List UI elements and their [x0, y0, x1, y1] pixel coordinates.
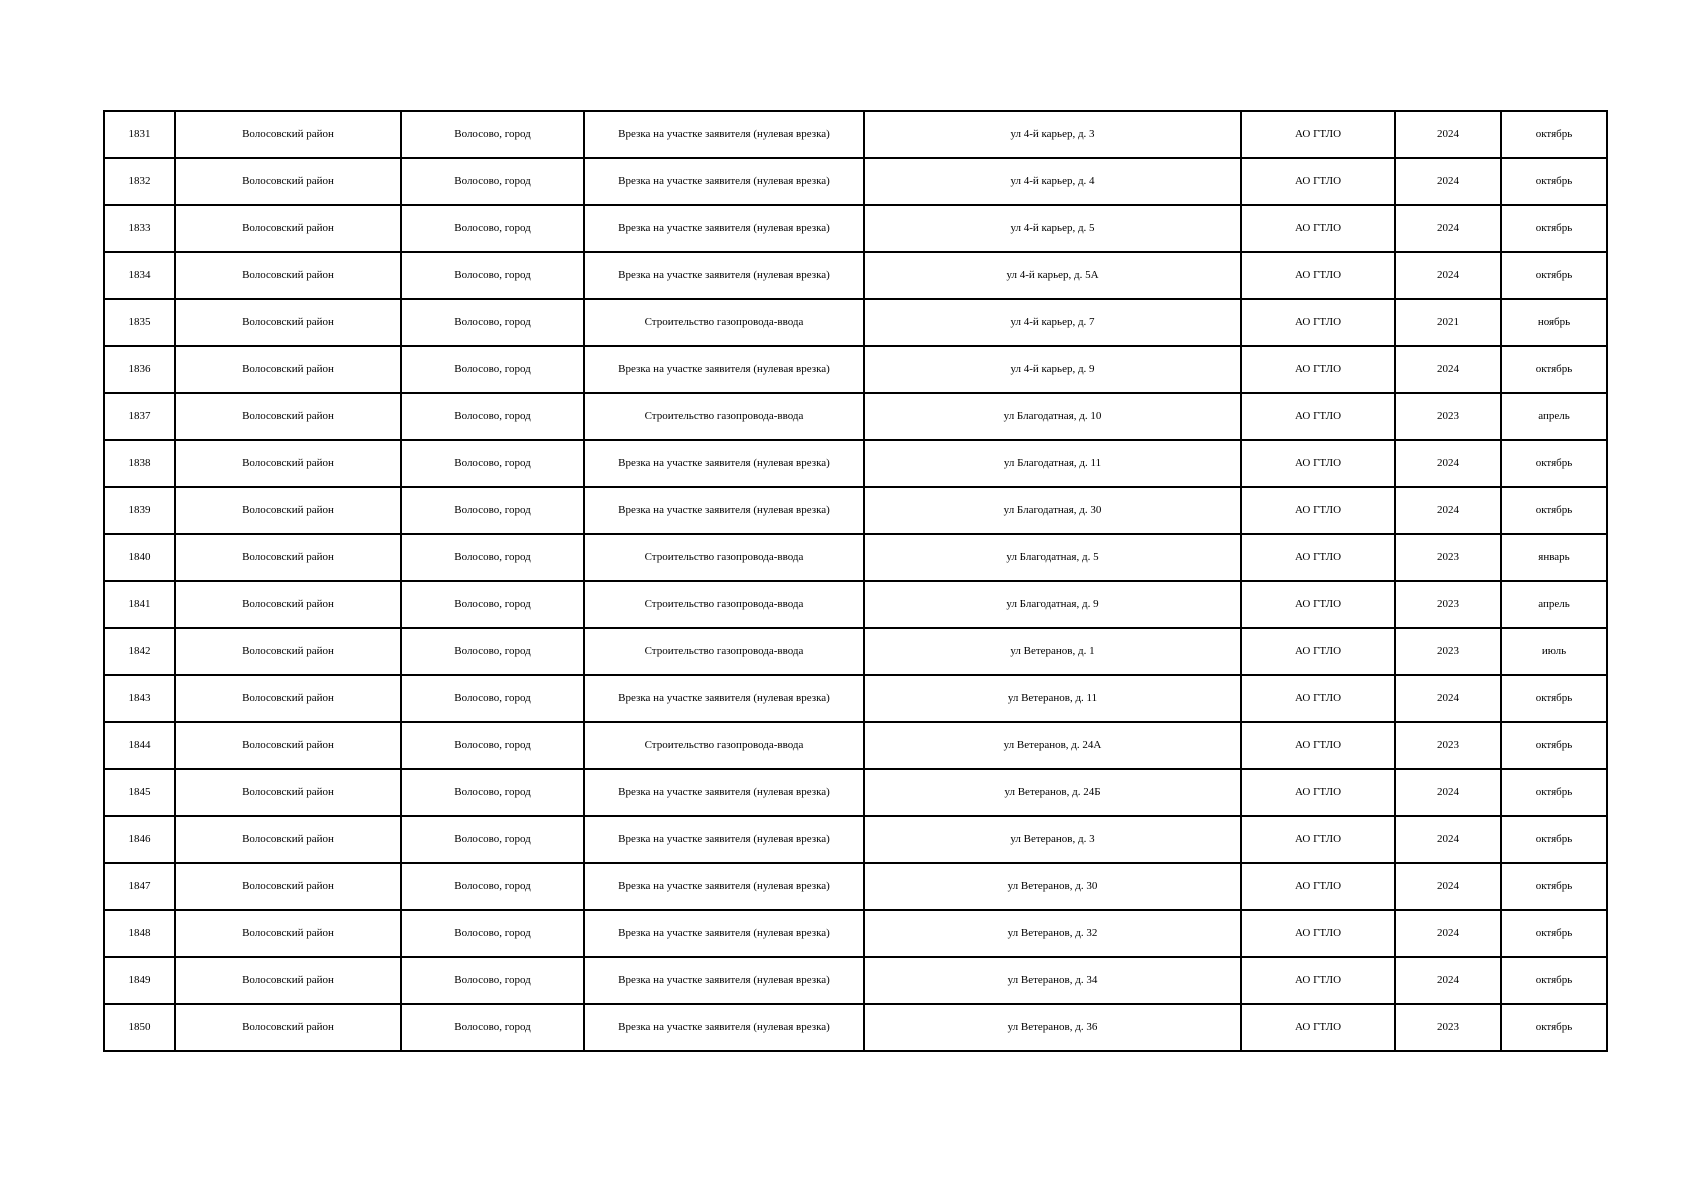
row-number-cell: 1833 — [104, 205, 175, 252]
organization-cell: АО ГТЛО — [1241, 1004, 1395, 1051]
address-cell: ул Ветеранов, д. 3 — [864, 816, 1241, 863]
year-cell: 2024 — [1395, 346, 1501, 393]
month-cell: ноябрь — [1501, 299, 1607, 346]
district-cell: Волосовский район — [175, 910, 401, 957]
district-cell: Волосовский район — [175, 534, 401, 581]
organization-cell: АО ГТЛО — [1241, 957, 1395, 1004]
address-cell: ул Благодатная, д. 30 — [864, 487, 1241, 534]
address-cell: ул 4-й карьер, д. 5А — [864, 252, 1241, 299]
locality-cell: Волосово, город — [401, 581, 584, 628]
work-type-cell: Строительство газопровода-ввода — [584, 722, 864, 769]
address-cell: ул Благодатная, д. 9 — [864, 581, 1241, 628]
row-number-cell: 1847 — [104, 863, 175, 910]
month-cell: октябрь — [1501, 158, 1607, 205]
organization-cell: АО ГТЛО — [1241, 205, 1395, 252]
month-cell: июль — [1501, 628, 1607, 675]
row-number-cell: 1839 — [104, 487, 175, 534]
year-cell: 2023 — [1395, 628, 1501, 675]
district-cell: Волосовский район — [175, 111, 401, 158]
work-type-cell: Врезка на участке заявителя (нулевая врезка) — [584, 252, 864, 299]
table-row — [104, 440, 1607, 487]
table-row — [104, 910, 1607, 957]
table-row — [104, 393, 1607, 440]
row-number-cell: 1845 — [104, 769, 175, 816]
table-row — [104, 111, 1607, 158]
organization-cell: АО ГТЛО — [1241, 393, 1395, 440]
row-number-cell: 1832 — [104, 158, 175, 205]
organization-cell: АО ГТЛО — [1241, 440, 1395, 487]
month-cell: октябрь — [1501, 1004, 1607, 1051]
locality-cell: Волосово, город — [401, 863, 584, 910]
organization-cell: АО ГТЛО — [1241, 581, 1395, 628]
address-cell: ул 4-й карьер, д. 5 — [864, 205, 1241, 252]
row-number-cell: 1841 — [104, 581, 175, 628]
organization-cell: АО ГТЛО — [1241, 346, 1395, 393]
year-cell: 2023 — [1395, 534, 1501, 581]
month-cell: октябрь — [1501, 440, 1607, 487]
organization-cell: АО ГТЛО — [1241, 487, 1395, 534]
district-cell: Волосовский район — [175, 346, 401, 393]
locality-cell: Волосово, город — [401, 346, 584, 393]
month-cell: октябрь — [1501, 346, 1607, 393]
work-type-cell: Врезка на участке заявителя (нулевая врезка) — [584, 957, 864, 1004]
work-type-cell: Врезка на участке заявителя (нулевая врезка) — [584, 863, 864, 910]
year-cell: 2024 — [1395, 487, 1501, 534]
address-cell: ул Ветеранов, д. 34 — [864, 957, 1241, 1004]
row-number-cell: 1850 — [104, 1004, 175, 1051]
month-cell: октябрь — [1501, 816, 1607, 863]
locality-cell: Волосово, город — [401, 393, 584, 440]
month-cell: октябрь — [1501, 252, 1607, 299]
locality-cell: Волосово, город — [401, 816, 584, 863]
month-cell: октябрь — [1501, 111, 1607, 158]
locality-cell: Волосово, город — [401, 957, 584, 1004]
row-number-cell: 1848 — [104, 910, 175, 957]
gasification-table — [103, 110, 1608, 1052]
work-type-cell: Врезка на участке заявителя (нулевая врезка) — [584, 158, 864, 205]
organization-cell: АО ГТЛО — [1241, 299, 1395, 346]
month-cell: апрель — [1501, 581, 1607, 628]
district-cell: Волосовский район — [175, 581, 401, 628]
table-row — [104, 346, 1607, 393]
month-cell: январь — [1501, 534, 1607, 581]
work-type-cell: Врезка на участке заявителя (нулевая врезка) — [584, 487, 864, 534]
year-cell: 2024 — [1395, 910, 1501, 957]
month-cell: октябрь — [1501, 487, 1607, 534]
row-number-cell: 1844 — [104, 722, 175, 769]
address-cell: ул 4-й карьер, д. 3 — [864, 111, 1241, 158]
table-row — [104, 863, 1607, 910]
year-cell: 2024 — [1395, 440, 1501, 487]
locality-cell: Волосово, город — [401, 722, 584, 769]
address-cell: ул Ветеранов, д. 30 — [864, 863, 1241, 910]
table-row — [104, 957, 1607, 1004]
table-row — [104, 675, 1607, 722]
year-cell: 2021 — [1395, 299, 1501, 346]
table-row — [104, 252, 1607, 299]
locality-cell: Волосово, город — [401, 769, 584, 816]
address-cell: ул Ветеранов, д. 11 — [864, 675, 1241, 722]
district-cell: Волосовский район — [175, 675, 401, 722]
year-cell: 2024 — [1395, 111, 1501, 158]
work-type-cell: Строительство газопровода-ввода — [584, 393, 864, 440]
table-row — [104, 628, 1607, 675]
district-cell: Волосовский район — [175, 816, 401, 863]
district-cell: Волосовский район — [175, 393, 401, 440]
table-row — [104, 158, 1607, 205]
work-type-cell: Врезка на участке заявителя (нулевая врезка) — [584, 769, 864, 816]
table-row — [104, 534, 1607, 581]
work-type-cell: Строительство газопровода-ввода — [584, 581, 864, 628]
work-type-cell: Строительство газопровода-ввода — [584, 628, 864, 675]
table-row — [104, 816, 1607, 863]
locality-cell: Волосово, город — [401, 440, 584, 487]
year-cell: 2024 — [1395, 863, 1501, 910]
locality-cell: Волосово, город — [401, 1004, 584, 1051]
district-cell: Волосовский район — [175, 722, 401, 769]
table-body — [104, 111, 1607, 1051]
row-number-cell: 1837 — [104, 393, 175, 440]
district-cell: Волосовский район — [175, 769, 401, 816]
row-number-cell: 1843 — [104, 675, 175, 722]
year-cell: 2023 — [1395, 722, 1501, 769]
district-cell: Волосовский район — [175, 487, 401, 534]
table-row — [104, 581, 1607, 628]
locality-cell: Волосово, город — [401, 487, 584, 534]
organization-cell: АО ГТЛО — [1241, 769, 1395, 816]
organization-cell: АО ГТЛО — [1241, 628, 1395, 675]
work-type-cell: Врезка на участке заявителя (нулевая врезка) — [584, 910, 864, 957]
locality-cell: Волосово, город — [401, 158, 584, 205]
work-type-cell: Строительство газопровода-ввода — [584, 299, 864, 346]
locality-cell: Волосово, город — [401, 252, 584, 299]
address-cell: ул Благодатная, д. 11 — [864, 440, 1241, 487]
organization-cell: АО ГТЛО — [1241, 252, 1395, 299]
row-number-cell: 1831 — [104, 111, 175, 158]
district-cell: Волосовский район — [175, 628, 401, 675]
row-number-cell: 1849 — [104, 957, 175, 1004]
locality-cell: Волосово, город — [401, 675, 584, 722]
organization-cell: АО ГТЛО — [1241, 863, 1395, 910]
organization-cell: АО ГТЛО — [1241, 111, 1395, 158]
work-type-cell: Врезка на участке заявителя (нулевая врезка) — [584, 111, 864, 158]
locality-cell: Волосово, город — [401, 628, 584, 675]
district-cell: Волосовский район — [175, 158, 401, 205]
row-number-cell: 1838 — [104, 440, 175, 487]
month-cell: октябрь — [1501, 205, 1607, 252]
table-row — [104, 722, 1607, 769]
address-cell: ул 4-й карьер, д. 7 — [864, 299, 1241, 346]
year-cell: 2023 — [1395, 581, 1501, 628]
month-cell: апрель — [1501, 393, 1607, 440]
work-type-cell: Строительство газопровода-ввода — [584, 534, 864, 581]
locality-cell: Волосово, город — [401, 534, 584, 581]
address-cell: ул 4-й карьер, д. 4 — [864, 158, 1241, 205]
work-type-cell: Врезка на участке заявителя (нулевая врезка) — [584, 816, 864, 863]
address-cell: ул 4-й карьер, д. 9 — [864, 346, 1241, 393]
district-cell: Волосовский район — [175, 957, 401, 1004]
month-cell: октябрь — [1501, 769, 1607, 816]
work-type-cell: Врезка на участке заявителя (нулевая врезка) — [584, 675, 864, 722]
address-cell: ул Ветеранов, д. 24Б — [864, 769, 1241, 816]
month-cell: октябрь — [1501, 675, 1607, 722]
table-row — [104, 1004, 1607, 1051]
organization-cell: АО ГТЛО — [1241, 816, 1395, 863]
month-cell: октябрь — [1501, 957, 1607, 1004]
locality-cell: Волосово, город — [401, 299, 584, 346]
district-cell: Волосовский район — [175, 1004, 401, 1051]
district-cell: Волосовский район — [175, 299, 401, 346]
address-cell: ул Ветеранов, д. 1 — [864, 628, 1241, 675]
district-cell: Волосовский район — [175, 252, 401, 299]
year-cell: 2023 — [1395, 1004, 1501, 1051]
work-type-cell: Врезка на участке заявителя (нулевая врезка) — [584, 440, 864, 487]
table-row — [104, 487, 1607, 534]
year-cell: 2023 — [1395, 393, 1501, 440]
row-number-cell: 1834 — [104, 252, 175, 299]
row-number-cell: 1840 — [104, 534, 175, 581]
row-number-cell: 1836 — [104, 346, 175, 393]
organization-cell: АО ГТЛО — [1241, 675, 1395, 722]
work-type-cell: Врезка на участке заявителя (нулевая врезка) — [584, 1004, 864, 1051]
address-cell: ул Ветеранов, д. 36 — [864, 1004, 1241, 1051]
address-cell: ул Ветеранов, д. 24А — [864, 722, 1241, 769]
month-cell: октябрь — [1501, 722, 1607, 769]
table-row — [104, 769, 1607, 816]
organization-cell: АО ГТЛО — [1241, 722, 1395, 769]
address-cell: ул Благодатная, д. 5 — [864, 534, 1241, 581]
table-row — [104, 205, 1607, 252]
year-cell: 2024 — [1395, 675, 1501, 722]
locality-cell: Волосово, город — [401, 910, 584, 957]
district-cell: Волосовский район — [175, 863, 401, 910]
year-cell: 2024 — [1395, 252, 1501, 299]
month-cell: октябрь — [1501, 863, 1607, 910]
organization-cell: АО ГТЛО — [1241, 534, 1395, 581]
year-cell: 2024 — [1395, 158, 1501, 205]
district-cell: Волосовский район — [175, 440, 401, 487]
locality-cell: Волосово, город — [401, 111, 584, 158]
address-cell: ул Ветеранов, д. 32 — [864, 910, 1241, 957]
month-cell: октябрь — [1501, 910, 1607, 957]
locality-cell: Волосово, город — [401, 205, 584, 252]
year-cell: 2024 — [1395, 957, 1501, 1004]
organization-cell: АО ГТЛО — [1241, 910, 1395, 957]
organization-cell: АО ГТЛО — [1241, 158, 1395, 205]
district-cell: Волосовский район — [175, 205, 401, 252]
row-number-cell: 1835 — [104, 299, 175, 346]
row-number-cell: 1846 — [104, 816, 175, 863]
work-type-cell: Врезка на участке заявителя (нулевая врезка) — [584, 346, 864, 393]
work-type-cell: Врезка на участке заявителя (нулевая врезка) — [584, 205, 864, 252]
year-cell: 2024 — [1395, 769, 1501, 816]
year-cell: 2024 — [1395, 816, 1501, 863]
address-cell: ул Благодатная, д. 10 — [864, 393, 1241, 440]
table-row — [104, 299, 1607, 346]
row-number-cell: 1842 — [104, 628, 175, 675]
year-cell: 2024 — [1395, 205, 1501, 252]
